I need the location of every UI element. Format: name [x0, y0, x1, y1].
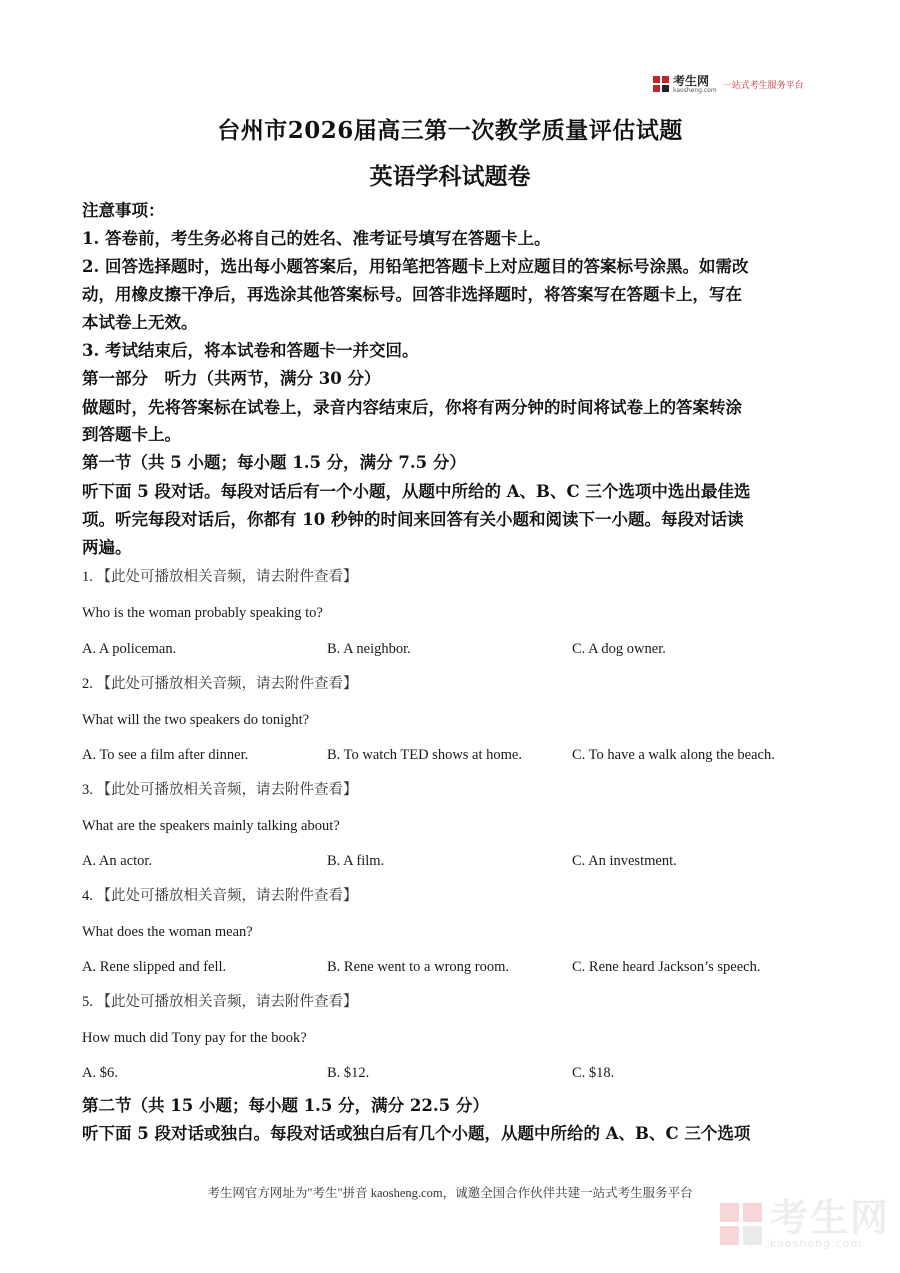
option-c: C. $18. — [572, 1065, 615, 1081]
option-c: C. To have a walk along the beach. — [572, 747, 775, 763]
notice-line: 1. 答卷前，考生务必将自己的姓名、准考证号填写在答题卡上。 — [82, 229, 551, 248]
question-number: 4. — [82, 888, 93, 904]
notice-heading: 注意事项： — [82, 201, 165, 220]
audio-note-text: 【此处可播放相关音频，请去附件查看】 — [96, 888, 358, 904]
section2-instruction: 听下面 5 段对话或独白。每段对话或独白后有几个小题，从题中所给的 A、B、C 三个选项 — [82, 1124, 751, 1143]
option-c: C. A dog owner. — [572, 641, 666, 657]
part1-instruction: 做题时，先将答案标在试卷上，录音内容结束后，你将有两分钟的时间将试卷上的答案转涂 — [82, 398, 742, 417]
option-c: C. An investment. — [572, 853, 677, 869]
option-a: A. $6. — [82, 1065, 118, 1081]
option-b: B. $12. — [327, 1065, 370, 1081]
audio-note-text: 【此处可播放相关音频，请去附件查看】 — [96, 676, 358, 692]
question-text: What does the woman mean? — [82, 924, 253, 940]
option-a: A. A policeman. — [82, 641, 177, 657]
notice-line: 2. 回答选择题时，选出每小题答案后，用铅笔把答题卡上对应题目的答案标号涂黑。如需改 — [82, 257, 749, 276]
watermark — [718, 1198, 890, 1250]
question-number: 1. — [82, 569, 93, 585]
audio-note-text: 【此处可播放相关音频，请去附件查看】 — [96, 782, 358, 798]
kaosheng-logo-icon — [652, 75, 670, 93]
audio-note[interactable] — [82, 675, 358, 693]
audio-note-text: 【此处可播放相关音频，请去附件查看】 — [96, 569, 358, 585]
watermark-name: 考生网 — [770, 1196, 891, 1240]
section2-heading: 第二节（共 15 小题；每小题 1.5 分，满分 22.5 分） — [82, 1096, 489, 1115]
option-b: B. A film. — [327, 853, 385, 869]
option-a: A. Rene slipped and fell. — [82, 959, 227, 975]
brand-logo — [652, 72, 804, 96]
audio-note-text: 【此处可播放相关音频，请去附件查看】 — [96, 994, 358, 1010]
section1-instruction: 项。听完每段对话后，你都有 10 秒钟的时间来回答有关小题和阅读下一小题。每段对话读 — [82, 510, 744, 529]
watermark-domain: kaosheng.com — [770, 1237, 863, 1250]
question-text: Who is the woman probably speaking to? — [82, 605, 323, 621]
section1-instruction: 两遍。 — [82, 538, 132, 557]
option-a: A. To see a film after dinner. — [82, 747, 249, 763]
page-title: 台州市2026届高三第一次教学质量评估试题 — [217, 117, 683, 144]
question-text: What are the speakers mainly talking about? — [82, 818, 340, 834]
section1-instruction: 听下面 5 段对话。每段对话后有一个小题，从题中所给的 A、B、C 三个选项中选出最佳选 — [82, 482, 751, 501]
audio-note[interactable] — [82, 568, 358, 586]
brand-name: 考生网 — [673, 73, 710, 88]
question-text: How much did Tony pay for the book? — [82, 1030, 307, 1046]
question-number: 5. — [82, 994, 93, 1010]
option-b: B. Rene went to a wrong room. — [327, 959, 510, 975]
notice-line: 3. 考试结束后，将本试卷和答题卡一并交回。 — [82, 341, 419, 360]
question-number: 3. — [82, 782, 93, 798]
question-number: 2. — [82, 676, 93, 692]
page-subtitle: 英语学科试题卷 — [369, 163, 531, 190]
part1-heading: 第一部分 听力（共两节，满分 30 分） — [82, 369, 381, 388]
footer-text: 考生网官方网址为"考生"拼音 kaosheng.com，诚邀全国合作伙伴共建一站式考生服务平台 — [207, 1186, 693, 1200]
audio-note[interactable] — [82, 993, 358, 1011]
part1-instruction: 到答题卡上。 — [82, 425, 181, 444]
brand-slogan: 一站式考生服务平台 — [722, 80, 804, 91]
audio-note[interactable] — [82, 887, 358, 905]
watermark-logo-icon — [718, 1201, 764, 1247]
brand-domain: kaosheng.com — [673, 86, 717, 94]
option-b: B. A neighbor. — [327, 641, 411, 657]
question-text: What will the two speakers do tonight? — [82, 712, 310, 728]
notice-line: 动，用橡皮擦干净后，再选涂其他答案标号。回答非选择题时，将答案写在答题卡上，写在 — [82, 285, 742, 304]
option-b: B. To watch TED shows at home. — [327, 747, 522, 763]
option-c: C. Rene heard Jackson’s speech. — [572, 959, 761, 975]
audio-note[interactable] — [82, 781, 358, 799]
option-a: A. An actor. — [82, 853, 153, 869]
notice-line: 本试卷上无效。 — [82, 313, 198, 332]
section1-heading: 第一节（共 5 小题；每小题 1.5 分，满分 7.5 分） — [82, 453, 466, 472]
